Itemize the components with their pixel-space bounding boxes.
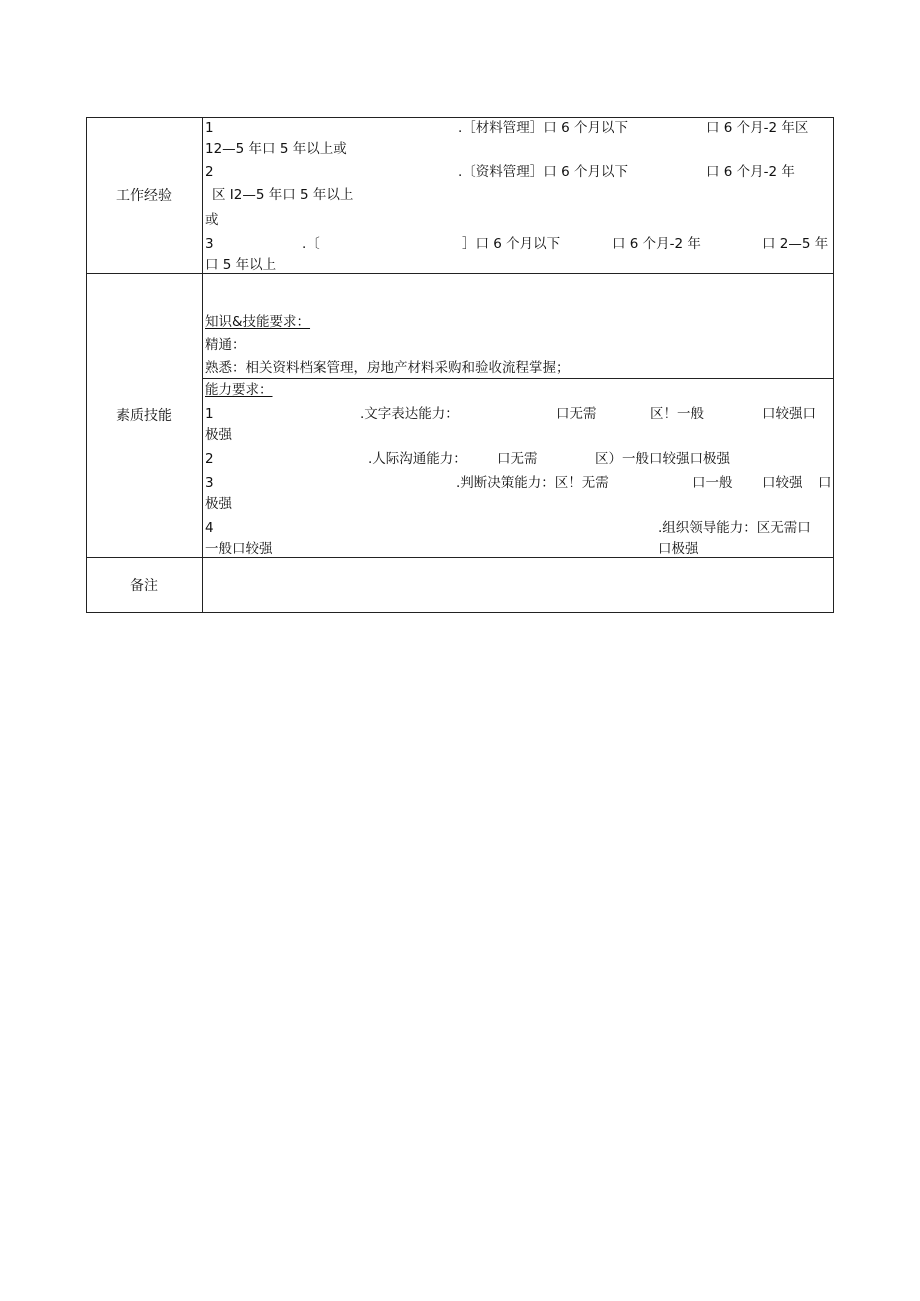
column-divider (202, 117, 203, 613)
label-remarks: 备注 (130, 578, 158, 594)
ability3-num: 3 (205, 475, 214, 491)
row-divider-quality-remarks (86, 557, 834, 558)
ability2-opt2: 区）一般口较强口极强 (595, 451, 730, 467)
inner-divider-knowledge-ability (203, 378, 834, 379)
ability2-label: .人际沟通能力： (368, 451, 467, 467)
ability1-opt3: 口较强口 (762, 406, 816, 422)
ability4-cont-right: 口极强 (658, 541, 699, 557)
work-line4: 区 I2—5 年口 5 年以上 (212, 187, 354, 203)
table-right-border (833, 117, 834, 613)
ability3-cont: 极强 (205, 496, 232, 512)
work-line3-main: .〔资料管理］口 6 个月以下 (458, 164, 628, 180)
row-divider-work-quality (86, 273, 834, 274)
work-line1-num: 1 (205, 120, 214, 136)
work-line1-right: 口 6 个月-2 年区 (706, 120, 809, 136)
work-line1-main: .［材料管理］口 6 个月以下 (458, 120, 628, 136)
ability3-label: .判断决策能力：区！无需 (456, 475, 609, 491)
ability4-cont-left: 一般口较强 (205, 541, 273, 557)
table-bottom-border (86, 612, 834, 613)
work-line3-right: 口 6 个月-2 年 (706, 164, 795, 180)
work-line6-c: 口 2—5 年 (762, 236, 829, 252)
ability4-num: 4 (205, 520, 214, 536)
work-line5: 或 (205, 212, 219, 228)
ability3-opt2: 口较强 (762, 475, 803, 491)
work-line6-num: 3 (205, 236, 214, 252)
proficient-line: 精通： (205, 337, 246, 353)
ability1-opt1: 口无需 (556, 406, 597, 422)
ability1-label: .文字表达能力： (360, 406, 459, 422)
ability2-num: 2 (205, 451, 214, 467)
work-line3-num: 2 (205, 164, 214, 180)
work-line2: 12—5 年口 5 年以上或 (205, 141, 347, 157)
label-quality-skills: 素质技能 (116, 408, 172, 424)
ability1-cont: 极强 (205, 427, 232, 443)
label-work-experience: 工作经验 (116, 188, 172, 204)
table-left-border (86, 117, 87, 613)
table-top-border (86, 117, 834, 118)
ability2-opt1: 口无需 (497, 451, 538, 467)
work-line6-bracket: .〔 (302, 236, 320, 252)
familiar-line: 熟悉：相关资料档案管理，房地产材料采购和验收流程掌握； (205, 360, 570, 376)
knowledge-heading: 知识&技能要求： (205, 314, 311, 330)
ability1-opt2: 区！一般 (650, 406, 704, 422)
work-line6-a: ］口 6 个月以下 (462, 236, 561, 252)
ability3-opt1: 口一般 (692, 475, 733, 491)
ability4-label: .组织领导能力：区无需口 (658, 520, 811, 536)
ability-heading: 能力要求： (205, 382, 273, 398)
work-line6-b: 口 6 个月-2 年 (612, 236, 701, 252)
work-line7: 口 5 年以上 (205, 257, 277, 273)
ability1-num: 1 (205, 406, 214, 422)
ability3-opt3: 口 (818, 475, 832, 491)
